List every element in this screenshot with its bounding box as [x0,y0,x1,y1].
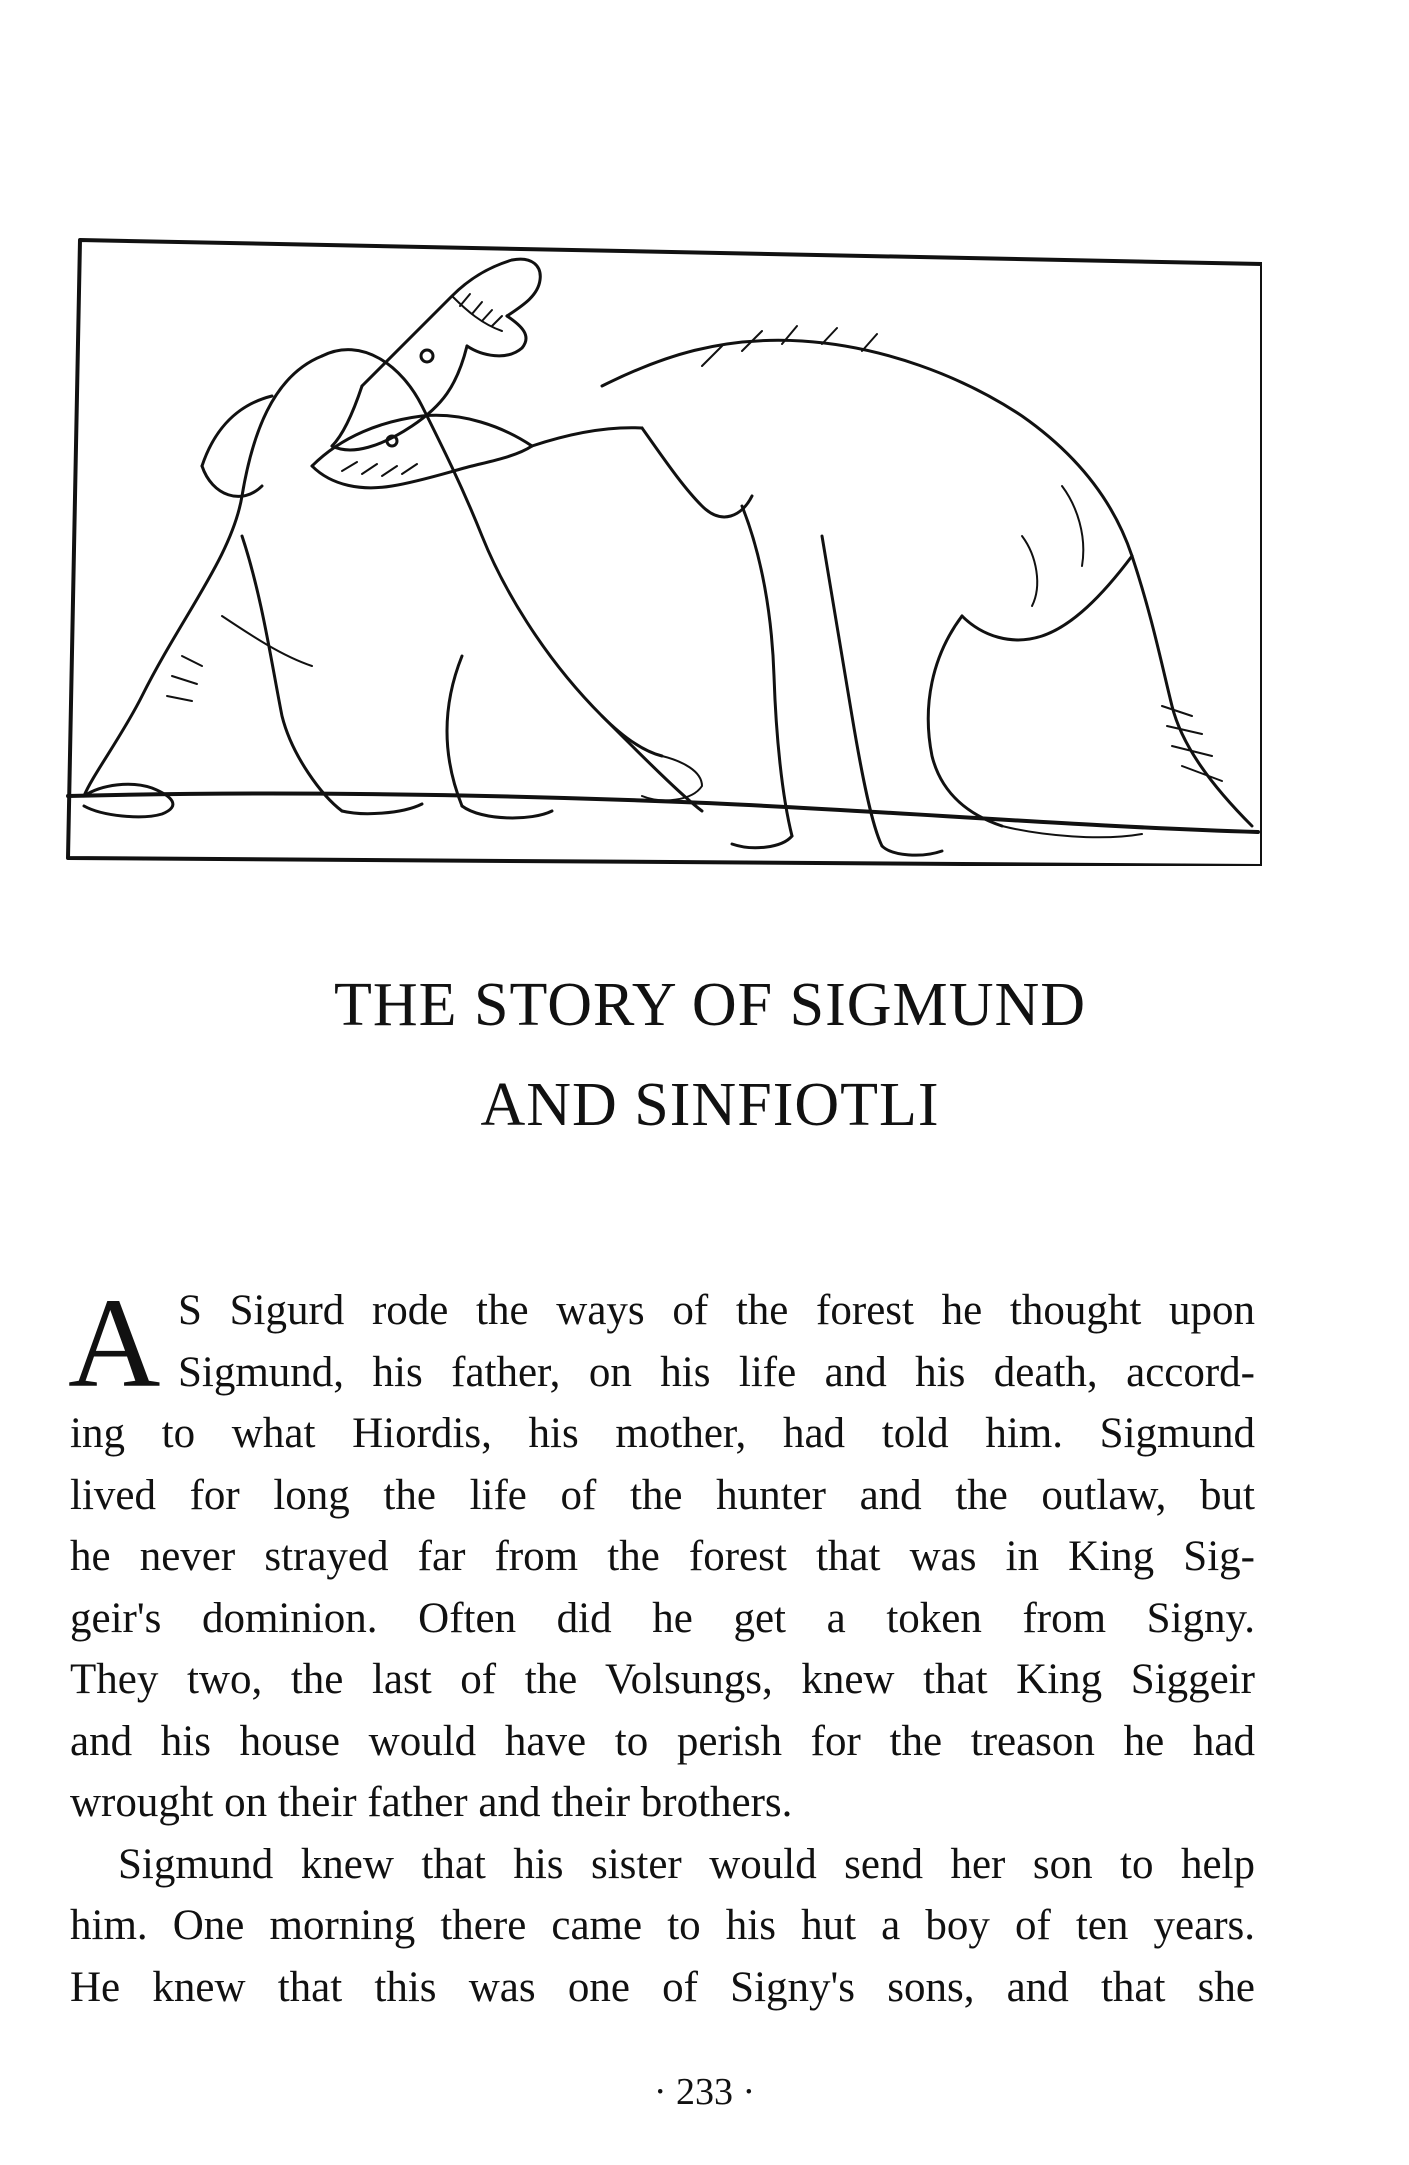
text-line: They two, the last of the Volsungs, knew that King Siggeir [70,1656,1255,1703]
text-line: and his house would have to perish for the treason he had [70,1717,1255,1765]
text-line: geir's dominion. Often did he get a token from Signy. [70,1594,1255,1642]
text-line: him. One morning there came to his hut a boy of ten years. [70,1902,1255,1949]
chapter-title [160,955,1260,1155]
text-line: S Sigurd rode the ways of the forest he thought upon [178,1287,1255,1334]
wolves-fighting-illustration [62,236,1262,866]
page-number: · 233 · [653,2071,756,2113]
paragraph-1 [68,1272,1255,1834]
text-line: he never strayed far from the forest that was in King Sig- [70,1533,1255,1580]
text-line: He knew that this was one of Signy's sons, and that she [70,1963,1255,2011]
paragraph-2 [70,1834,1255,2019]
biting-wolf-head [312,415,642,487]
chapter-title-line-1: THE STORY OF SIGMUND [333,971,1087,1039]
body-text [68,1272,1255,2018]
ground-line [68,794,1258,832]
text-line: lived for long the life of the hunter and the outlaw, but [70,1471,1255,1519]
chapter-title-line-2: AND SINFIOTLI [480,1071,940,1139]
text-line: Sigmund knew that his sister would send her son to help [118,1840,1255,1888]
text-line: wrought on their father and their brothers. [70,1779,793,1826]
central-wolf-head [332,259,540,450]
drop-cap: A [68,1272,161,1414]
text-line: Sigmund, his father, on his life and his death, accord- [178,1348,1255,1396]
text-line: ing to what Hiordis, his mother, had told him. Sigmund [70,1410,1255,1457]
